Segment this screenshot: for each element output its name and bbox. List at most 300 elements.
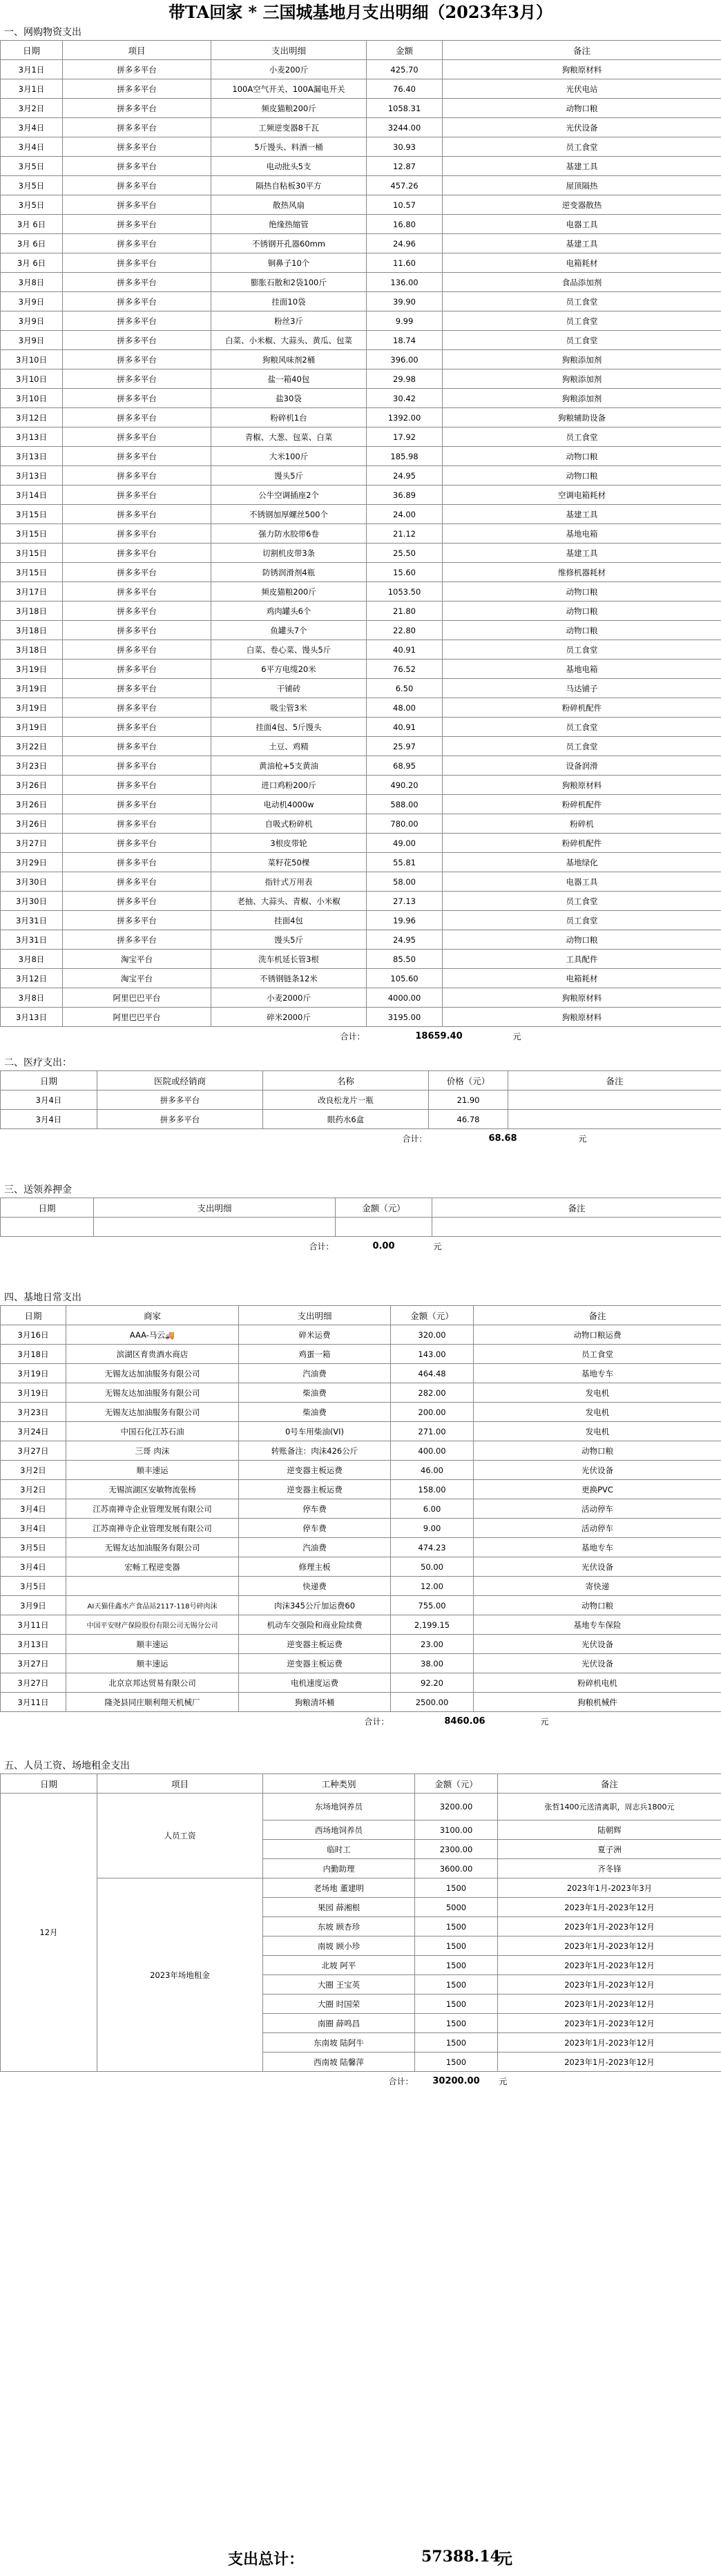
table-cell: 拼多多平台 xyxy=(63,853,211,872)
table-row xyxy=(1,1673,721,1693)
table-cell: 40.91 xyxy=(367,718,443,737)
table-cell: 屋顶隔热 xyxy=(443,176,721,195)
table-cell: 30.93 xyxy=(367,137,443,157)
total-row xyxy=(1,1712,721,1731)
table-cell: 寄快递 xyxy=(474,1577,721,1596)
table-cell: 粉碎机配件 xyxy=(443,698,721,718)
table-cell: 2023年1月-2023年12月 xyxy=(498,1898,721,1917)
table-cell: 散热风扇 xyxy=(211,195,367,215)
table-cell: 基地电箱 xyxy=(443,524,721,544)
table-cell: 68.95 xyxy=(367,756,443,776)
table-cell: 切割机皮带3条 xyxy=(211,544,367,563)
table-cell: 工频逆变器8千瓦 xyxy=(211,118,367,137)
table-cell: 鸡肉罐头6个 xyxy=(211,602,367,621)
table-cell: 东坡 顾杏珍 xyxy=(263,1917,415,1936)
table-cell: 顺丰速运 xyxy=(66,1461,239,1480)
table-cell: 防锈润滑剂4瓶 xyxy=(211,563,367,582)
table-cell: 发电机 xyxy=(474,1403,721,1422)
section-4-table xyxy=(0,1305,721,1731)
table-cell: 2023年1月-2023年12月 xyxy=(498,1936,721,1956)
table-row xyxy=(1,505,721,524)
table-cell: 膨胀石散和2袋100斤 xyxy=(211,273,367,292)
table-cell: 38.00 xyxy=(391,1654,474,1673)
table-cell: 76.52 xyxy=(367,660,443,679)
table-row xyxy=(1,157,721,176)
table-cell: 2023年1月-2023年12月 xyxy=(498,2053,721,2072)
table-cell: 发电机 xyxy=(474,1383,721,1403)
table-cell: 3月27日 xyxy=(1,1441,66,1461)
column-header: 金额 xyxy=(367,41,443,60)
table-cell: 6.50 xyxy=(367,679,443,698)
table-cell: 2023年1月-2023年12月 xyxy=(498,2033,721,2053)
table-cell: 顺丰速运 xyxy=(66,1654,239,1673)
table-cell: 鸡蛋一箱 xyxy=(239,1345,391,1364)
table-cell: 电器工具 xyxy=(443,872,721,892)
table-cell: 动物口粮 xyxy=(443,99,721,118)
table-row xyxy=(1,776,721,795)
column-header: 日期 xyxy=(1,1306,66,1325)
table-cell: 3月27日 xyxy=(1,1673,66,1693)
table-row xyxy=(1,911,721,930)
table-cell: 拼多多平台 xyxy=(97,1090,263,1110)
column-header: 项目 xyxy=(97,1774,263,1794)
total-value: 0.00 xyxy=(372,1241,395,1251)
table-cell: 拼多多平台 xyxy=(63,602,211,621)
table-cell: 自吸式粉碎机 xyxy=(211,814,367,834)
column-header: 项目 xyxy=(63,41,211,60)
table-cell: 柴油费 xyxy=(239,1383,391,1403)
table-cell: 1500 xyxy=(415,2033,498,2053)
section-5-table xyxy=(0,1774,721,2090)
empty-row xyxy=(1,1218,721,1237)
table-cell: 无锡友达加油服务有限公司 xyxy=(66,1538,239,1557)
table-cell: 基建工具 xyxy=(443,234,721,253)
table-cell: 3月4日 xyxy=(1,1110,97,1129)
table-cell: 3月27日 xyxy=(1,834,63,853)
table-cell: 490.20 xyxy=(367,776,443,795)
table-cell: 粉碎机电机 xyxy=(474,1673,721,1693)
table-cell: 员工食堂 xyxy=(443,292,721,311)
table-cell: 不锈钢链条12米 xyxy=(211,969,367,988)
table-cell: 3月12日 xyxy=(1,408,63,427)
table-cell: 汽油费 xyxy=(239,1364,391,1383)
table-cell: 48.00 xyxy=(367,698,443,718)
table-row xyxy=(1,1345,721,1364)
table-cell: 青椒、大葱、包菜、白菜 xyxy=(211,427,367,447)
table-row xyxy=(1,273,721,292)
table-cell: 3月5日 xyxy=(1,1538,66,1557)
table-cell: 狗粮清坏桶 xyxy=(239,1693,391,1712)
table-cell: 南坡 顾小珍 xyxy=(263,1936,415,1956)
table-cell: 动物口粮 xyxy=(443,602,721,621)
table-cell: 3月13日 xyxy=(1,466,63,486)
table-cell: 基地专车 xyxy=(474,1538,721,1557)
section-2-table xyxy=(0,1070,721,1148)
column-header: 价格（元） xyxy=(429,1071,508,1090)
table-cell: 活动停车 xyxy=(474,1519,721,1538)
empty-cell xyxy=(432,1218,721,1237)
table-cell: 不锈钢加厚螺丝500个 xyxy=(211,505,367,524)
table-cell: 19.96 xyxy=(367,911,443,930)
table-row xyxy=(1,1441,721,1461)
table-cell: 员工食堂 xyxy=(443,737,721,756)
table-cell: 2023年1月-2023年12月 xyxy=(498,1995,721,2014)
table-cell: 大圈 时国荣 xyxy=(263,1995,415,2014)
table-cell: 拼多多平台 xyxy=(63,698,211,718)
table-cell: 员工食堂 xyxy=(474,1345,721,1364)
table-cell: 49.00 xyxy=(367,834,443,853)
table-cell: 洗车机延长管3根 xyxy=(211,950,367,969)
table-cell: 拼多多平台 xyxy=(63,292,211,311)
table-row xyxy=(1,350,721,369)
table-cell: 馒头5斤 xyxy=(211,466,367,486)
table-cell: 36.89 xyxy=(367,486,443,505)
table-row xyxy=(1,1519,721,1538)
table-row xyxy=(1,79,721,99)
table-cell: 滨湖区育贵酒水商店 xyxy=(66,1345,239,1364)
table-cell: 1500 xyxy=(415,2053,498,2072)
table-cell: 拼多多平台 xyxy=(63,137,211,157)
table-cell: 3月9日 xyxy=(1,311,63,331)
table-cell: 3月8日 xyxy=(1,273,63,292)
table-cell: 3195.00 xyxy=(367,1008,443,1027)
table-cell: 拼多多平台 xyxy=(63,273,211,292)
table-row xyxy=(1,602,721,621)
table-row xyxy=(1,814,721,834)
table-cell: 无锡友达加油服务有限公司 xyxy=(66,1364,239,1383)
table-cell: 3月22日 xyxy=(1,737,63,756)
table-cell: 碎米2000斤 xyxy=(211,1008,367,1027)
table-cell: 南圈 薛鸣昌 xyxy=(263,2014,415,2033)
table-cell: 21.80 xyxy=(367,602,443,621)
table-row xyxy=(1,563,721,582)
column-header: 日期 xyxy=(1,41,63,60)
table-cell: 不锈钢开孔器60mm xyxy=(211,234,367,253)
table-cell: 27.13 xyxy=(367,892,443,911)
table-row xyxy=(1,524,721,544)
table-row xyxy=(1,1383,721,1403)
column-header: 备注 xyxy=(474,1306,721,1325)
table-cell: 3月19日 xyxy=(1,698,63,718)
table-row xyxy=(1,1615,721,1635)
table-cell: 拼多多平台 xyxy=(63,544,211,563)
table-cell: 鱼罐头7个 xyxy=(211,621,367,640)
table-row xyxy=(1,331,721,350)
table-cell: 3月19日 xyxy=(1,1383,66,1403)
table-cell: 3月10日 xyxy=(1,369,63,389)
total-unit: 元 xyxy=(512,1032,521,1041)
table-cell: 3月26日 xyxy=(1,795,63,814)
table-cell: 3月13日 xyxy=(1,427,63,447)
empty-cell xyxy=(94,1218,336,1237)
table-cell: 土豆、鸡精 xyxy=(211,737,367,756)
table-cell: 逆变器主板运费 xyxy=(239,1654,391,1673)
table-cell: 拼多多平台 xyxy=(63,369,211,389)
total-unit: 元 xyxy=(578,1134,587,1144)
table-cell: 狗粮添加剂 xyxy=(443,389,721,408)
table-cell: 1500 xyxy=(415,2014,498,2033)
table-cell: 逆变器主板运费 xyxy=(239,1461,391,1480)
table-cell: 狗粮添加剂 xyxy=(443,369,721,389)
table-cell: 3月2日 xyxy=(1,1480,66,1499)
table-cell: 15.60 xyxy=(367,563,443,582)
table-cell: 汽油费 xyxy=(239,1538,391,1557)
table-row xyxy=(1,737,721,756)
table-cell: 动物口粮 xyxy=(474,1441,721,1461)
table-cell: 396.00 xyxy=(367,350,443,369)
table-cell: 2023年1月-2023年12月 xyxy=(498,1917,721,1936)
table-cell: 电箱耗材 xyxy=(443,253,721,273)
total-row xyxy=(1,2072,721,2091)
table-cell: 3月2日 xyxy=(1,1461,66,1480)
table-cell: 拼多多平台 xyxy=(63,60,211,79)
table-cell: 3月4日 xyxy=(1,118,63,137)
table-cell: 24.00 xyxy=(367,505,443,524)
table-cell: 1500 xyxy=(415,1995,498,2014)
table-cell: 肉沫345公斤加运费60 xyxy=(239,1596,391,1615)
table-cell: 光伏设备 xyxy=(474,1654,721,1673)
table-cell: 粉碎机 xyxy=(443,814,721,834)
table-cell: 张哲1400元送清离职，周志兵1800元 xyxy=(498,1794,721,1820)
column-header: 商家 xyxy=(66,1306,239,1325)
table-cell: 3根皮带轮 xyxy=(211,834,367,853)
table-cell: 动物口粮 xyxy=(443,466,721,486)
table-cell: 3月10日 xyxy=(1,389,63,408)
table-cell: 隔热自粘板30平方 xyxy=(211,176,367,195)
table-cell: 3月13日 xyxy=(1,447,63,466)
table-cell: 强力防水胶带6卷 xyxy=(211,524,367,544)
table-cell: 3月18日 xyxy=(1,640,63,660)
section-2-heading: 二、医疗支出： xyxy=(4,1057,72,1068)
table-cell: 3月10日 xyxy=(1,350,63,369)
table-cell: 老场地 董建明 xyxy=(263,1878,415,1898)
table-cell: 东场地饲养员 xyxy=(263,1794,415,1820)
table-cell: 3月26日 xyxy=(1,814,63,834)
table-cell: 基地电箱 xyxy=(443,660,721,679)
table-cell: 设备润滑 xyxy=(443,756,721,776)
table-cell: 3月19日 xyxy=(1,679,63,698)
section-1-table xyxy=(0,40,721,1046)
table-cell: 2023年1月-2023年12月 xyxy=(498,2014,721,2033)
table-cell: 3月18日 xyxy=(1,602,63,621)
table-row xyxy=(1,1878,721,1898)
group-cell: 人员工资 xyxy=(97,1794,263,1878)
table-cell: 狗粮原材料 xyxy=(443,988,721,1008)
table-cell: 动物口粮运费 xyxy=(474,1325,721,1345)
table-cell: 淘宝平台 xyxy=(63,950,211,969)
table-cell: 3月4日 xyxy=(1,1557,66,1577)
total-unit: 元 xyxy=(499,2077,508,2086)
table-cell: 3月13日 xyxy=(1,1635,66,1654)
table-cell: 拼多多平台 xyxy=(63,331,211,350)
column-header: 日期 xyxy=(1,1071,97,1090)
table-cell: 3月30日 xyxy=(1,872,63,892)
table-row xyxy=(1,1794,721,1820)
table-cell: 光伏电站 xyxy=(443,79,721,99)
table-cell: 西南坡 陆馨萍 xyxy=(263,2053,415,2072)
table-row xyxy=(1,253,721,273)
table-cell: 改良松龙片一瓶 xyxy=(263,1090,429,1110)
table-cell: 3月2日 xyxy=(1,99,63,118)
table-cell: 457.26 xyxy=(367,176,443,195)
table-row xyxy=(1,311,721,331)
table-cell: 基建工具 xyxy=(443,505,721,524)
empty-cell xyxy=(1,1218,94,1237)
table-cell: 停车费 xyxy=(239,1499,391,1519)
table-cell: 粉丝3斤 xyxy=(211,311,367,331)
table-cell: 拼多多平台 xyxy=(63,486,211,505)
table-row xyxy=(1,292,721,311)
table-cell: 拼多多平台 xyxy=(63,776,211,795)
table-cell: 425.70 xyxy=(367,60,443,79)
table-cell: 基建工具 xyxy=(443,544,721,563)
table-cell: 474.23 xyxy=(391,1538,474,1557)
table-cell: 1500 xyxy=(415,1975,498,1995)
table-cell: 3月19日 xyxy=(1,1364,66,1383)
table-cell: 柴油费 xyxy=(239,1403,391,1422)
table-cell xyxy=(508,1090,721,1110)
total-row xyxy=(1,1027,721,1046)
table-cell: 16.80 xyxy=(367,215,443,234)
grand-total-unit: 元 xyxy=(497,2550,513,2568)
table-cell: 23.00 xyxy=(391,1635,474,1654)
table-row xyxy=(1,408,721,427)
table-cell: 拼多多平台 xyxy=(63,118,211,137)
table-cell: 拼多多平台 xyxy=(63,892,211,911)
table-cell: 拼多多平台 xyxy=(63,718,211,737)
table-cell: 1500 xyxy=(415,1878,498,1898)
table-cell: 25.50 xyxy=(367,544,443,563)
table-cell: 馒头5斤 xyxy=(211,930,367,950)
table-cell: 拼多多平台 xyxy=(63,814,211,834)
table-cell: 24.96 xyxy=(367,234,443,253)
table-cell: 狗粮原材料 xyxy=(443,1008,721,1027)
column-header: 金额（元） xyxy=(415,1774,498,1794)
table-cell: 12.87 xyxy=(367,157,443,176)
table-cell: 11.60 xyxy=(367,253,443,273)
table-cell: 拼多多平台 xyxy=(63,215,211,234)
table-row xyxy=(1,234,721,253)
column-header: 支出明细 xyxy=(211,41,367,60)
table-cell: 3月9日 xyxy=(1,292,63,311)
table-row xyxy=(1,486,721,505)
table-cell: 狗粮辅助设备 xyxy=(443,408,721,427)
table-cell: 挂面4包、5斤馒头 xyxy=(211,718,367,737)
table-cell: 3月18日 xyxy=(1,1345,66,1364)
table-cell: 3月1日 xyxy=(1,60,63,79)
table-cell: 菜籽花50棵 xyxy=(211,853,367,872)
table-cell: 17.92 xyxy=(367,427,443,447)
table-cell: 拼多多平台 xyxy=(63,911,211,930)
table-row xyxy=(1,369,721,389)
table-row xyxy=(1,118,721,137)
table-cell: 拼多多平台 xyxy=(63,447,211,466)
table-cell: 2023年1月-2023年12月 xyxy=(498,1975,721,1995)
table-cell: 拼多多平台 xyxy=(63,524,211,544)
table-row xyxy=(1,1403,721,1422)
table-cell: 进口鸡粉200斤 xyxy=(211,776,367,795)
grand-total-label: 支出总计： xyxy=(228,2550,305,2568)
table-cell: 拼多多平台 xyxy=(63,389,211,408)
table-cell: 3月15日 xyxy=(1,524,63,544)
table-cell: 频皮猫粮200斤 xyxy=(211,99,367,118)
table-cell: 3月5日 xyxy=(1,157,63,176)
table-cell: 工具配件 xyxy=(443,950,721,969)
total-value: 18659.40 xyxy=(415,1031,463,1041)
table-cell: 粉碎机配件 xyxy=(443,834,721,853)
column-header: 备注 xyxy=(498,1774,721,1794)
table-row xyxy=(1,930,721,950)
table-cell: 光伏设备 xyxy=(474,1461,721,1480)
table-cell: 1058.31 xyxy=(367,99,443,118)
table-cell: 3月24日 xyxy=(1,1422,66,1441)
table-cell: 1500 xyxy=(415,1956,498,1975)
table-cell: 逆变器主板运费 xyxy=(239,1480,391,1499)
table-cell: 143.00 xyxy=(391,1345,474,1364)
table-cell: 机动车交强险和商业险续费 xyxy=(239,1615,391,1635)
section-1-heading: 一、网购物资支出 xyxy=(4,27,81,38)
table-cell: 碎米运费 xyxy=(239,1325,391,1345)
table-row xyxy=(1,60,721,79)
table-cell: 76.40 xyxy=(367,79,443,99)
table-cell: 狗粮机械件 xyxy=(474,1693,721,1712)
table-row xyxy=(1,466,721,486)
table-cell: 拼多多平台 xyxy=(63,563,211,582)
table-cell: 宏畅工程逆变器 xyxy=(66,1557,239,1577)
table-cell: 转账备注：肉沫426公斤 xyxy=(239,1441,391,1461)
table-cell: 3月15日 xyxy=(1,563,63,582)
table-row xyxy=(1,1654,721,1673)
column-header: 备注 xyxy=(432,1198,721,1218)
table-cell: 3月1日 xyxy=(1,79,63,99)
table-cell: 电动机4000w xyxy=(211,795,367,814)
table-cell: 狗粮原材料 xyxy=(443,776,721,795)
table-cell: 北坡 阿平 xyxy=(263,1956,415,1975)
table-row xyxy=(1,176,721,195)
table-cell: 21.90 xyxy=(429,1090,508,1110)
table-cell: 3月 6日 xyxy=(1,253,63,273)
table-cell: 100A空气开关、100A漏电开关 xyxy=(211,79,367,99)
table-cell: 755.00 xyxy=(391,1596,474,1615)
table-row xyxy=(1,621,721,640)
table-row xyxy=(1,1110,721,1129)
table-cell: 老抽、大蒜头、青椒、小米椒 xyxy=(211,892,367,911)
table-cell: 拼多多平台 xyxy=(63,795,211,814)
table-row xyxy=(1,892,721,911)
empty-cell xyxy=(336,1218,432,1237)
table-cell: 3月8日 xyxy=(1,988,63,1008)
table-cell: 拼多多平台 xyxy=(63,679,211,698)
column-header: 医院或经销商 xyxy=(97,1071,263,1090)
table-cell: 3月5日 xyxy=(1,1577,66,1596)
table-row xyxy=(1,137,721,157)
table-row xyxy=(1,1557,721,1577)
column-header: 日期 xyxy=(1,1198,94,1218)
table-cell: 快递费 xyxy=(239,1577,391,1596)
table-cell: 3月15日 xyxy=(1,544,63,563)
table-cell: 黄油枪+5支黄油 xyxy=(211,756,367,776)
table-cell: 眼药水6盒 xyxy=(263,1110,429,1129)
table-cell: 185.98 xyxy=(367,447,443,466)
table-cell: 动物口粮 xyxy=(474,1596,721,1615)
table-cell: 588.00 xyxy=(367,795,443,814)
total-label: 合计： xyxy=(364,1717,390,1727)
table-cell: 西场地饲养员 xyxy=(263,1820,415,1840)
table-cell: 58.00 xyxy=(367,872,443,892)
table-cell: 3600.00 xyxy=(415,1859,498,1878)
total-value: 8460.06 xyxy=(444,1716,486,1727)
table-cell: 中国石化江苏石油 xyxy=(66,1422,239,1441)
